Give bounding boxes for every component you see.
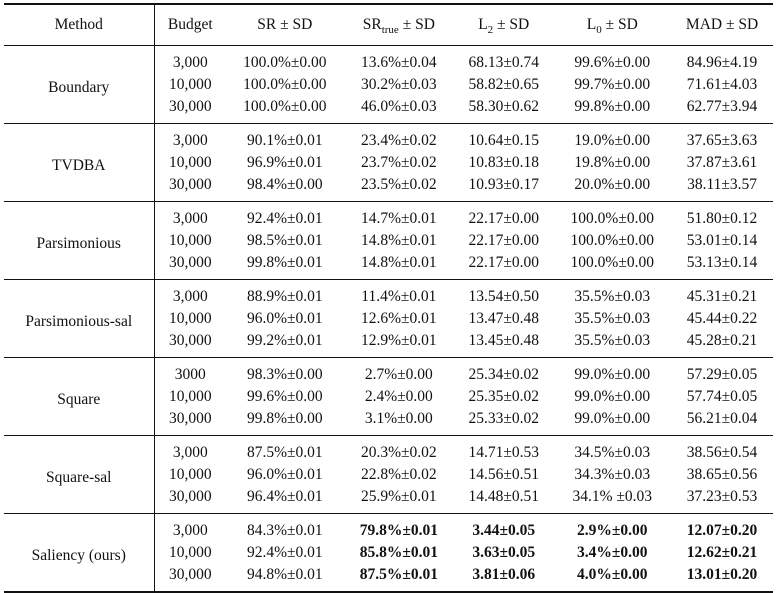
cell-l0: 99.7%±0.00 bbox=[574, 76, 651, 93]
cell-mad: 12.62±0.21 bbox=[686, 544, 758, 561]
cell-sr: 99.6%±0.00 bbox=[246, 388, 323, 405]
method-group bbox=[4, 202, 773, 280]
cell-sr: 92.4%±0.01 bbox=[246, 544, 323, 561]
cell-mad: 57.74±0.05 bbox=[686, 388, 758, 405]
cell-l2: 58.82±0.65 bbox=[468, 76, 539, 93]
cell-l2: 22.17±0.00 bbox=[468, 210, 539, 227]
cell-l0: 35.5%±0.03 bbox=[574, 288, 651, 305]
method-name: Boundary bbox=[4, 46, 154, 124]
cell-budget: 10,000 bbox=[168, 76, 212, 93]
cell-mad: 37.65±3.63 bbox=[686, 132, 758, 149]
table-header bbox=[4, 4, 773, 46]
cell-l0: 99.8%±0.00 bbox=[574, 98, 651, 115]
cell-l2: 58.30±0.62 bbox=[468, 98, 539, 115]
cell-l0: 99.0%±0.00 bbox=[574, 410, 651, 427]
cell-sr: 96.0%±0.01 bbox=[246, 466, 323, 483]
cell-mad: 84.96±4.19 bbox=[686, 54, 758, 71]
table-row bbox=[4, 436, 773, 465]
header-row bbox=[4, 4, 773, 46]
header-method: Method bbox=[4, 4, 154, 46]
cell-l0: 99.6%±0.00 bbox=[574, 54, 651, 71]
header-mad: MAD ± SD bbox=[685, 16, 759, 33]
cell-sr-true: 25.9%±0.01 bbox=[360, 488, 437, 505]
cell-sr-true: 14.8%±0.01 bbox=[360, 232, 437, 249]
cell-l0: 2.9%±0.00 bbox=[577, 522, 648, 539]
cell-budget: 3,000 bbox=[172, 132, 208, 149]
cell-mad: 37.87±3.61 bbox=[686, 154, 758, 171]
table-row bbox=[4, 202, 773, 231]
cell-l2: 68.13±0.74 bbox=[468, 54, 539, 71]
cell-l0: 4.0%±0.00 bbox=[577, 566, 648, 583]
cell-sr: 99.8%±0.01 bbox=[246, 254, 323, 271]
cell-budget: 3000 bbox=[174, 366, 206, 383]
cell-l0: 19.0%±0.00 bbox=[574, 132, 651, 149]
table-row bbox=[4, 280, 773, 309]
cell-l2: 10.83±0.18 bbox=[468, 154, 539, 171]
cell-budget: 30,000 bbox=[168, 488, 212, 505]
cell-sr: 96.9%±0.01 bbox=[246, 154, 323, 171]
cell-sr: 100.0%±0.00 bbox=[243, 76, 327, 93]
cell-l2: 3.63±0.05 bbox=[472, 544, 536, 561]
cell-mad: 38.65±0.56 bbox=[686, 466, 758, 483]
cell-l0: 100.0%±0.00 bbox=[570, 232, 654, 249]
cell-l2: 13.45±0.48 bbox=[468, 332, 539, 349]
cell-mad: 45.44±0.22 bbox=[686, 310, 758, 327]
cell-budget: 3,000 bbox=[172, 54, 208, 71]
table-row bbox=[4, 514, 773, 543]
cell-budget: 10,000 bbox=[168, 232, 212, 249]
cell-l0: 20.0%±0.00 bbox=[574, 176, 651, 193]
cell-sr-true: 87.5%±0.01 bbox=[359, 566, 438, 583]
cell-l2: 14.71±0.53 bbox=[468, 444, 539, 461]
header-sr-true-base: SR bbox=[362, 16, 382, 33]
table-row bbox=[4, 46, 773, 75]
cell-sr-true: 22.8%±0.02 bbox=[360, 466, 437, 483]
cell-budget: 30,000 bbox=[168, 566, 212, 583]
cell-sr-true: 20.3%±0.02 bbox=[360, 444, 437, 461]
cell-sr: 98.5%±0.01 bbox=[246, 232, 323, 249]
cell-sr: 99.8%±0.00 bbox=[246, 410, 323, 427]
method-name: Parsimonious bbox=[4, 202, 154, 280]
cell-budget: 10,000 bbox=[168, 388, 212, 405]
cell-mad: 37.23±0.53 bbox=[686, 488, 758, 505]
cell-l0: 100.0%±0.00 bbox=[570, 254, 654, 271]
cell-budget: 30,000 bbox=[168, 254, 212, 271]
header-l2-tail: ± SD bbox=[493, 16, 530, 33]
cell-mad: 62.77±3.94 bbox=[686, 98, 758, 115]
cell-sr-true: 14.7%±0.01 bbox=[360, 210, 437, 227]
cell-sr-true: 2.4%±0.00 bbox=[364, 388, 433, 405]
method-group bbox=[4, 280, 773, 358]
cell-l0: 3.4%±0.00 bbox=[577, 544, 648, 561]
cell-sr: 92.4%±0.01 bbox=[246, 210, 323, 227]
cell-l2: 3.44±0.05 bbox=[472, 522, 536, 539]
cell-sr: 87.5%±0.01 bbox=[246, 444, 323, 461]
cell-mad: 53.01±0.14 bbox=[686, 232, 758, 249]
cell-budget: 3,000 bbox=[172, 288, 208, 305]
header-budget: Budget bbox=[167, 16, 213, 33]
header-sr: SR ± SD bbox=[257, 16, 313, 33]
cell-sr: 100.0%±0.00 bbox=[243, 98, 327, 115]
method-group bbox=[4, 124, 773, 202]
cell-l2: 25.33±0.02 bbox=[468, 410, 539, 427]
header-l0 bbox=[553, 4, 671, 46]
cell-l2: 22.17±0.00 bbox=[468, 232, 539, 249]
method-group bbox=[4, 436, 773, 514]
header-sr-true-subscript: true bbox=[381, 24, 399, 37]
cell-budget: 3,000 bbox=[172, 444, 208, 461]
cell-l0: 19.8%±0.00 bbox=[574, 154, 651, 171]
cell-sr: 96.0%±0.01 bbox=[246, 310, 323, 327]
cell-sr-true: 13.6%±0.04 bbox=[360, 54, 437, 71]
cell-sr-true: 85.8%±0.01 bbox=[359, 544, 438, 561]
method-name: Square-sal bbox=[4, 436, 154, 514]
header-l0-tail: ± SD bbox=[601, 16, 638, 33]
cell-mad: 38.56±0.54 bbox=[686, 444, 758, 461]
cell-sr-true: 3.1%±0.00 bbox=[364, 410, 433, 427]
cell-budget: 30,000 bbox=[168, 176, 212, 193]
cell-l2: 13.47±0.48 bbox=[468, 310, 539, 327]
table-row bbox=[4, 358, 773, 387]
cell-budget: 10,000 bbox=[168, 310, 212, 327]
cell-sr: 94.8%±0.01 bbox=[246, 566, 323, 583]
cell-l0: 99.0%±0.00 bbox=[574, 366, 651, 383]
cell-l2: 13.54±0.50 bbox=[468, 288, 539, 305]
method-name: Parsimonious-sal bbox=[4, 280, 154, 358]
header-sr-true bbox=[344, 4, 454, 46]
cell-budget: 30,000 bbox=[168, 332, 212, 349]
cell-sr: 99.2%±0.01 bbox=[246, 332, 323, 349]
cell-l2: 25.35±0.02 bbox=[468, 388, 539, 405]
cell-mad: 53.13±0.14 bbox=[686, 254, 758, 271]
results-table bbox=[4, 3, 773, 593]
cell-budget: 3,000 bbox=[172, 210, 208, 227]
cell-sr-true: 23.7%±0.02 bbox=[360, 154, 437, 171]
cell-l2: 10.64±0.15 bbox=[468, 132, 539, 149]
cell-mad: 13.01±0.20 bbox=[686, 566, 758, 583]
cell-budget: 10,000 bbox=[168, 466, 212, 483]
table-row bbox=[4, 124, 773, 153]
cell-mad: 71.61±4.03 bbox=[686, 76, 758, 93]
cell-l2: 14.48±0.51 bbox=[468, 488, 539, 505]
header-l2-base: L bbox=[478, 16, 488, 33]
cell-sr-true: 2.7%±0.00 bbox=[364, 366, 433, 383]
cell-l0: 99.0%±0.00 bbox=[574, 388, 651, 405]
cell-budget: 10,000 bbox=[168, 154, 212, 171]
cell-mad: 51.80±0.12 bbox=[686, 210, 758, 227]
cell-l0: 34.3%±0.03 bbox=[574, 466, 651, 483]
cell-budget: 10,000 bbox=[168, 544, 212, 561]
cell-l2: 10.93±0.17 bbox=[468, 176, 539, 193]
cell-mad: 56.21±0.04 bbox=[686, 410, 758, 427]
header-l2 bbox=[454, 4, 553, 46]
cell-l0: 35.5%±0.03 bbox=[574, 332, 651, 349]
cell-mad: 45.28±0.21 bbox=[686, 332, 758, 349]
cell-sr-true: 12.6%±0.01 bbox=[360, 310, 437, 327]
method-name: TVDBA bbox=[4, 124, 154, 202]
cell-l2: 22.17±0.00 bbox=[468, 254, 539, 271]
cell-l0: 34.1% ±0.03 bbox=[572, 488, 653, 505]
cell-l0: 35.5%±0.03 bbox=[574, 310, 651, 327]
cell-budget: 30,000 bbox=[168, 410, 212, 427]
cell-mad: 12.07±0.20 bbox=[686, 522, 758, 539]
method-name: Saliency (ours) bbox=[4, 514, 154, 593]
cell-sr-true: 11.4%±0.01 bbox=[361, 288, 437, 305]
method-group bbox=[4, 514, 773, 593]
cell-sr: 84.3%±0.01 bbox=[246, 522, 323, 539]
cell-l0: 100.0%±0.00 bbox=[570, 210, 654, 227]
cell-sr-true: 23.5%±0.02 bbox=[360, 176, 437, 193]
cell-sr-true: 79.8%±0.01 bbox=[359, 522, 438, 539]
cell-budget: 30,000 bbox=[168, 98, 212, 115]
cell-l2: 3.81±0.06 bbox=[472, 566, 536, 583]
cell-sr: 88.9%±0.01 bbox=[246, 288, 323, 305]
cell-mad: 57.29±0.05 bbox=[686, 366, 758, 383]
cell-sr-true: 30.2%±0.03 bbox=[360, 76, 437, 93]
header-l0-base: L bbox=[586, 16, 597, 33]
method-group bbox=[4, 46, 773, 124]
cell-sr-true: 12.9%±0.01 bbox=[360, 332, 437, 349]
cell-sr-true: 23.4%±0.02 bbox=[360, 132, 437, 149]
method-name: Square bbox=[4, 358, 154, 436]
header-l2-subscript: 2 bbox=[487, 24, 494, 37]
cell-sr: 98.3%±0.00 bbox=[246, 366, 323, 383]
cell-sr-true: 46.0%±0.03 bbox=[360, 98, 437, 115]
cell-budget: 3,000 bbox=[172, 522, 208, 539]
cell-sr: 96.4%±0.01 bbox=[246, 488, 323, 505]
cell-sr: 90.1%±0.01 bbox=[246, 132, 323, 149]
cell-l0: 34.5%±0.03 bbox=[574, 444, 651, 461]
method-group bbox=[4, 358, 773, 436]
header-l0-subscript: 0 bbox=[596, 24, 602, 37]
cell-l2: 14.56±0.51 bbox=[468, 466, 539, 483]
cell-l2: 25.34±0.02 bbox=[468, 366, 539, 383]
cell-mad: 38.11±3.57 bbox=[687, 176, 757, 193]
cell-sr-true: 14.8%±0.01 bbox=[360, 254, 437, 271]
header-sr-true-tail: ± SD bbox=[398, 16, 435, 33]
cell-sr: 100.0%±0.00 bbox=[243, 54, 327, 71]
cell-sr: 98.4%±0.00 bbox=[246, 176, 323, 193]
cell-mad: 45.31±0.21 bbox=[686, 288, 758, 305]
